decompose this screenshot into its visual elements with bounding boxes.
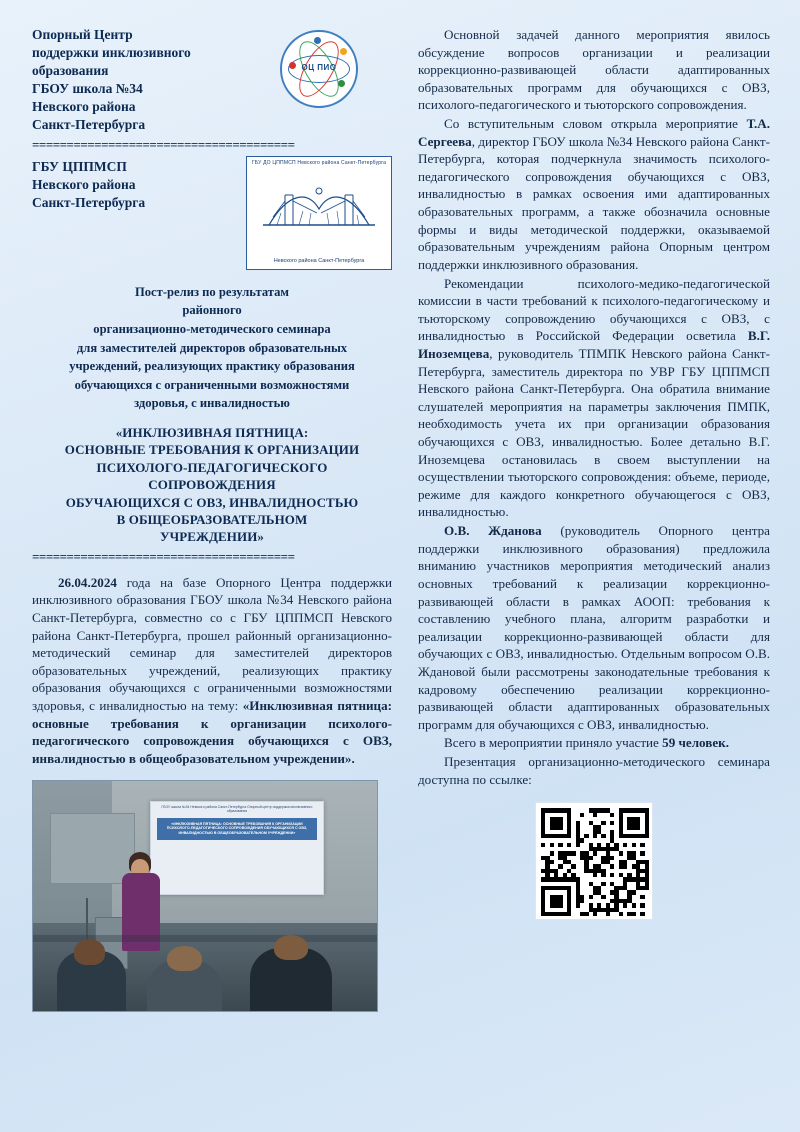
org1-line-4: Невского района — [32, 98, 136, 114]
organization-1-title — [32, 26, 191, 134]
title-line-5: В ОБЩЕОБРАЗОВАТЕЛЬНОМ — [116, 512, 308, 528]
org1-line-3: ГБОУ школа №34 — [32, 80, 143, 96]
presentation-qr-code[interactable] — [535, 802, 653, 920]
paragraph-zhdanova: О.В. Жданова (руководитель Опорного центра поддержки инклюзивного образования) предложила вниманию участников мероприятия методический анализ основных требований к реализации коррекционно-развивающей области в рамках АООП: требования к составлению учебного плана, алгоритм разработки и реализации коррекционно-развивающей области для обучающих с ОВЗ, инвалидностью. Отдельным вопросом О.В. Ждановой были рассмотрены законодательные требования к кадровому обеспечению реализации коррекционно-развивающей области адаптированных образовательных программ для обучающихся с ОВЗ, инвалидностью. — [418, 523, 770, 732]
support-center-logo-icon — [280, 30, 358, 108]
org2-line-0: ГБУ ЦППМСП — [32, 158, 127, 174]
lead-line-0: Пост-релиз по результатам — [134, 284, 290, 299]
page-title — [32, 424, 392, 546]
org2-line-1: Невского района — [32, 176, 136, 192]
divider-line-2: ====================================== — [32, 548, 295, 564]
right-column — [418, 26, 770, 1114]
left-body-text — [32, 574, 392, 768]
lead-line-5: обучающихся с ограниченными возможностями — [74, 377, 350, 392]
photo-projection-screen — [150, 801, 324, 895]
title-line-4: ОБУЧАЮЩИХСЯ С ОВЗ, ИНВАЛИДНОСТЬЮ — [65, 494, 359, 510]
logo-label: ОЦ ПИО — [301, 63, 337, 72]
org1-line-0: Опорный Центр — [32, 27, 133, 42]
emblem-top-text: ГБУ ДО ЦППМСП Невского района Санкт-Петербурга — [251, 159, 387, 166]
emblem-bottom-text: Невского района Санкт-Петербурга — [273, 257, 365, 264]
photo-screen-header: ГБОУ школа №34 Невского района Санкт-Петербурга Опорный центр поддержки инклюзивного образования — [161, 805, 313, 814]
org2-line-2: Санкт-Петербурга — [32, 194, 146, 210]
paragraph-opening-speech: Со вступительным словом открыла мероприятие Т.А. Сергеева, директор ГБОУ школа №34 Невского района Санкт-Петербурга, которая подчеркнула значимость психолого-педагогического сопровождения обучающихся с ОВЗ, инвалидностью в рамках освоения ими адаптированных образовательных программ, а также обозначила основные формы и виды методической поддержки, оказываемой образовательным учреждениям района Опорным центром поддержки инклюзивного образования. — [418, 116, 770, 272]
cppmsp-emblem-icon — [246, 156, 392, 270]
lead-line-3: для заместителей директоров образовательных — [76, 340, 348, 355]
organization-2-row — [32, 156, 392, 270]
paragraph-task: Основной задачей данного мероприятия явилось обсуждение вопросов организации и реализации коррекционно-развивающей области адаптированных образовательных программ для обучающихся с ОВЗ, психолого-педагогического и тьюторского сопровождения. — [418, 27, 770, 113]
paragraph-recommendations: Рекомендации психолого-медико-педагогической комиссии в части требований к психолого-педагогическому и тьюторскому сопровождению обучающихся с ОВЗ, с инвалидностью в Российской Федерации осветила В.Г. Иноземцева, руководитель ТПМПК Невского района Санкт-Петербурга, заместитель директора по УВР ГБУ ЦППМСП Невского района Санкт-Петербурга. Она обратила внимание слушателей мероприятия на параметры заключения ПМПК, необходимость учета их при организации образования обучающихся с ОВЗ, инвалидностью. Более детально В.Г. Иноземцева остановилась в своем выступлении на осуществлении тьюторского сопровождения: объеме, периоде, режиме для каждого конкретного обучающегося с ОВЗ, инвалидностью. — [418, 275, 770, 520]
lead-line-6: здоровья, с инвалидностью — [134, 396, 290, 411]
photo-screen-title: «ИНКЛЮЗИВНАЯ ПЯТНИЦА: ОСНОВНЫЕ ТРЕБОВАНИЯ К ОРГАНИЗАЦИИ ПСИХОЛОГО-ПЕДАГОГИЧЕСКОГО СОПРОВОЖДЕНИЯ ОБУЧАЮЩИХСЯ С ОВЗ, ИНВАЛИДНОСТЬЮ В ОБЩЕОБРАЗОВАТЕЛЬНОМ УЧРЕЖДЕНИИ» — [157, 818, 317, 840]
title-line-2: ПСИХОЛОГО-ПЕДАГОГИЧЕСКОГО — [96, 459, 328, 475]
organization-2-title — [32, 156, 145, 212]
paragraph-presentation-link: Презентация организационно-методического семинара доступна по ссылке: — [418, 753, 770, 787]
header-row — [32, 26, 392, 134]
title-line-3: СОПРОВОЖДЕНИЯ — [148, 477, 276, 493]
paragraph-intro: 26.04.2024 года на базе Опорного Центра поддержки инклюзивного образования ГБОУ школа №34 Невского района Санкт-Петербурга, совместно со с ГБУ ЦППМСП Невского района Санкт-Петербурга, прошел районный организационно-методический семинар для заместителей директоров образовательных учреждений, реализующих практику образования обучающихся с ограниченными возможностями здоровья, с инвалидностью на тему: «Инклюзивная пятница: основные требования к организации психолого-педагогического сопровождения обучающихся с ОВЗ, инвалидностью в общеобразовательном учреждении». — [32, 574, 392, 766]
lead-line-1: районного — [182, 303, 242, 318]
qr-code-area — [418, 802, 770, 920]
title-line-0: «ИНКЛЮЗИВНАЯ ПЯТНИЦА: — [115, 424, 309, 440]
title-block — [32, 284, 392, 546]
org1-line-5: Санкт-Петербурга — [32, 116, 146, 132]
title-line-6: УЧРЕЖДЕНИИ» — [159, 529, 265, 545]
divider-line-1: ====================================== — [32, 136, 295, 152]
org1-line-1: поддержки инклюзивного — [32, 44, 191, 60]
lead-line-4: учреждений, реализующих практику образования — [69, 359, 355, 374]
seminar-photo — [32, 780, 378, 1012]
paragraph-participants: Всего в мероприятии приняло участие 59 человек. — [444, 735, 729, 751]
org1-line-2: образования — [32, 62, 109, 78]
lead-line-2: организационно-методического семинара — [93, 321, 331, 336]
left-column — [32, 26, 392, 1114]
photo-whiteboard — [50, 813, 135, 884]
title-line-1: ОСНОВНЫЕ ТРЕБОВАНИЯ К ОРГАНИЗАЦИИ — [64, 442, 360, 458]
